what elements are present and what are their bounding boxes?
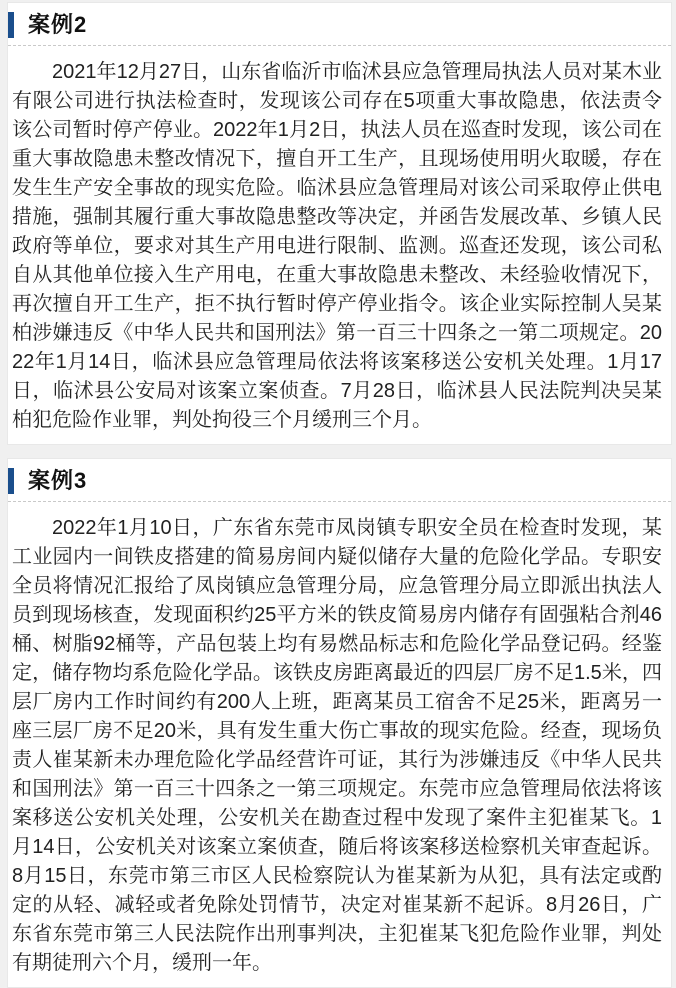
case-body [8, 46, 671, 444]
case-card-2 [7, 2, 672, 445]
case-title: 案例3 [28, 468, 88, 493]
case-body [8, 502, 671, 987]
case-header [8, 459, 671, 501]
header-accent-bar [8, 468, 14, 494]
case-card-3 [7, 458, 672, 988]
case-title: 案例2 [28, 12, 88, 37]
case-body-text: 2021年12月27日，山东省临沂市临沭县应急管理局执法人员对某木业有限公司进行执法检查时，发现该公司存在5项重大事故隐患，依法责令该公司暂时停产停业。2022年1月2日，执法人员在巡查时发现，该公司在重大事故隐患未整改情况下，擅自开工生产，且现场使用明火取暖，存在发生生产安全事故的现实危险。临沭县应急管理局对该公司采取停止供电措施，强制其履行重大事故隐患整改等决定，并函告发展改革、乡镇人民政府等单位，要求对其生产用电进行限制、监测。巡查还发现，该公司私自从其他单位接入生产用电，在重大事故隐患未整改、未经验收情况下，再次擅自开工生产，拒不执行暂时停产停业指令。该企业实际控制人吴某柏涉嫌违反《中华人民共和国刑法》第一百三十四条之一第二项规定。2022年1月14日，临沭县应急管理局依法将该案移送公安机关处理。1月17日，临沭县公安局对该案立案侦查。7月28日，临沭县人民法院判决吴某柏犯危险作业罪，判处拘役三个月缓刑三个月。 [12, 61, 662, 431]
header-accent-bar [8, 12, 14, 38]
case-body-text: 2022年1月10日，广东省东莞市凤岗镇专职安全员在检查时发现，某工业园内一间铁皮搭建的简易房间内疑似储存大量的危险化学品。专职安全员将情况汇报给了凤岗镇应急管理分局，应急管理分局立即派出执法人员到现场核查，发现面积约25平方米的铁皮简易房内储存有固强粘合剂46桶、树脂92桶等，产品包装上均有易燃品标志和危险化学品登记码。经鉴定，储存物均系危险化学品。该铁皮房距离最近的四层厂房不足1.5米，四层厂房内工作时间约有200人上班，距离某员工宿舍不足25米，距离另一座三层厂房不足20米，具有发生重大伤亡事故的现实危险。经查，现场负责人崔某新未办理危险化学品经营许可证，其行为涉嫌违反《中华人民共和国刑法》第一百三十四条之一第三项规定。东莞市应急管理局依法将该案移送公安机关处理，公安机关在勘查过程中发现了案件主犯崔某飞。1月14日，公安机关对该案立案侦查，随后将该案移送检察机关审查起诉。8月15日，东莞市第三市区人民检察院认为崔某新为从犯，具有法定或酌定的从轻、减轻或者免除处罚情节，决定对崔某新不起诉。8月26日，广东省东莞市第三人民法院作出刑事判决，主犯崔某飞犯危险作业罪，判处有期徒刑六个月，缓刑一年。 [12, 517, 662, 974]
case-header [8, 3, 671, 45]
